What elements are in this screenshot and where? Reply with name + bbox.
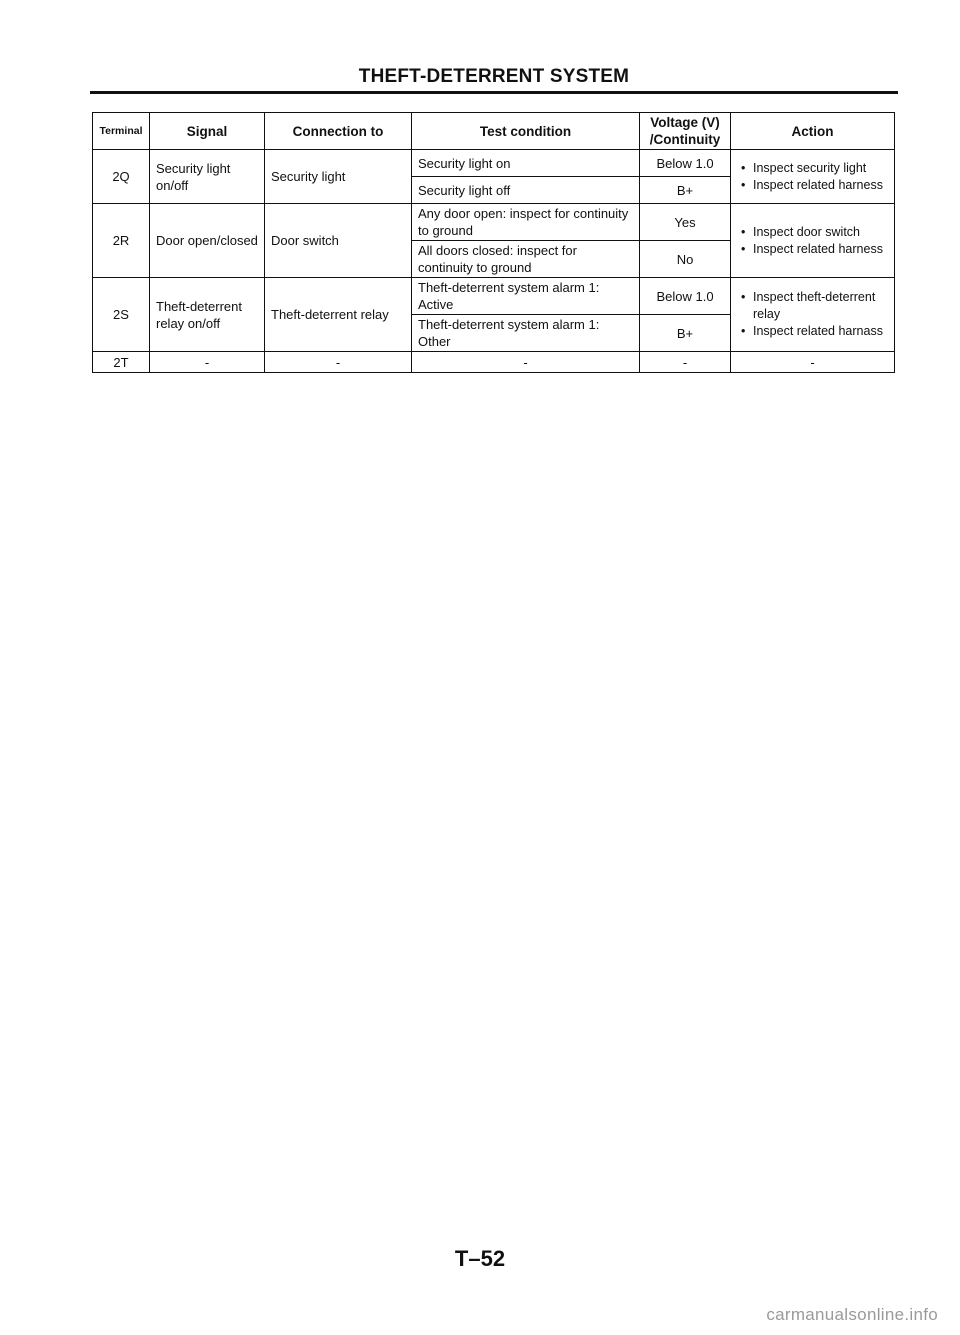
table-row [93,204,895,241]
header-voltage-line1: Voltage (V) [650,115,720,130]
header-test-condition: Test condition [412,113,640,150]
cell-action [731,278,895,352]
cell-voltage: B+ [640,177,731,204]
action-item: • Inspect door switch [741,224,888,241]
cell-connection: Security light [265,150,412,204]
action-item: • Inspect security light [741,160,888,177]
cell-signal: Theft-deterrent relay on/off [150,278,265,352]
table-row [93,150,895,177]
cell-terminal: 2R [93,204,150,278]
header-connection: Connection to [265,113,412,150]
cell-action: - [731,352,895,373]
cell-voltage: - [640,352,731,373]
header-terminal: Terminal [93,113,150,150]
action-item: • Inspect related harnass [741,323,888,340]
cell-voltage: No [640,241,731,278]
cell-voltage: B+ [640,315,731,352]
cell-signal: Door open/closed [150,204,265,278]
header-action: Action [731,113,895,150]
table-row [93,352,895,373]
action-list [737,160,888,194]
cell-voltage: Yes [640,204,731,241]
cell-voltage: Below 1.0 [640,278,731,315]
cell-connection: Door switch [265,204,412,278]
cell-terminal: 2Q [93,150,150,204]
cell-test-condition: Theft-deterrent system alarm 1: Other [412,315,640,352]
cell-test-condition: All doors closed: inspect for continuity to ground [412,241,640,278]
table-header-row [93,113,895,150]
cell-test-condition: Theft-deterrent system alarm 1: Active [412,278,640,315]
cell-action [731,150,895,204]
watermark-text: carmanualsonline.info [766,1305,938,1324]
action-list [737,224,888,258]
cell-action [731,204,895,278]
page-title: THEFT-DETERRENT SYSTEM [358,66,630,87]
cell-test-condition: Security light off [412,177,640,204]
action-item: • Inspect theft-deterrent relay [741,289,888,323]
header-signal: Signal [150,113,265,150]
cell-connection: Theft-deterrent relay [265,278,412,352]
header-voltage-line2: /Continuity [649,132,721,147]
table-row [93,278,895,315]
cell-test-condition: Security light on [412,150,640,177]
cell-signal: Security light on/off [150,150,265,204]
header-voltage [640,113,731,150]
action-item: • Inspect related harness [741,177,888,194]
cell-signal: - [150,352,265,373]
cell-terminal: 2S [93,278,150,352]
cell-test-condition: Any door open: inspect for continuity to ground [412,204,640,241]
cell-connection: - [265,352,412,373]
cell-terminal: 2T [93,352,150,373]
cell-voltage: Below 1.0 [640,150,731,177]
action-list [737,289,888,340]
page-number: T–52 [454,1246,506,1271]
header-rule [90,91,898,94]
action-item: • Inspect related harness [741,241,888,258]
terminal-spec-table [92,112,895,373]
cell-test-condition: - [412,352,640,373]
